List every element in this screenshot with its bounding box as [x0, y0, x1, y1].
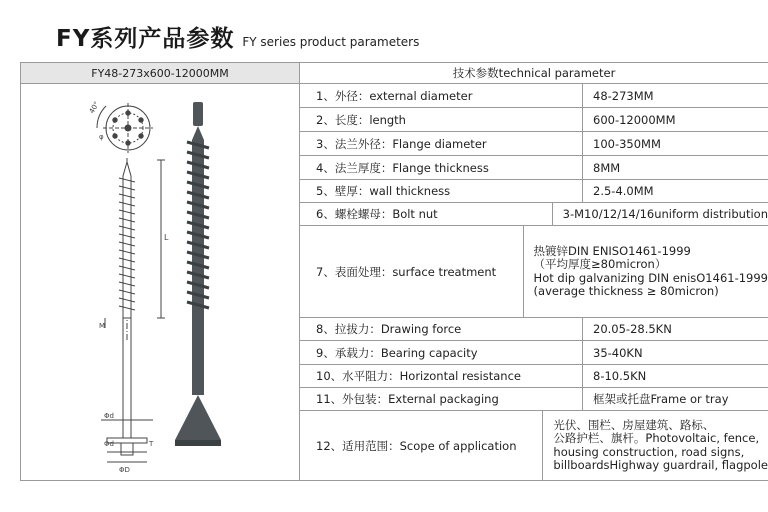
table-row	[300, 156, 768, 180]
model-header: FY48-273x600-12000MM	[20, 62, 300, 84]
param-key: 5、壁厚：wall thickness	[300, 180, 583, 202]
value-line: 公路护栏、旗杆。Photovoltaic, fence,	[553, 431, 760, 445]
param-value	[543, 411, 768, 480]
param-key: 9、承载力：Bearing capacity	[300, 341, 583, 364]
screw-product-render	[175, 102, 221, 446]
value-line: Hot dip galvanizing DIN enisO1461-1999	[533, 270, 768, 285]
d1-label: Φd	[104, 412, 114, 420]
table-row	[300, 180, 768, 203]
table-row	[300, 388, 768, 411]
table-row	[300, 365, 768, 388]
param-value: 3-M10/12/14/16uniform distribution	[562, 207, 768, 221]
page-title	[56, 20, 419, 53]
table-row	[300, 226, 768, 318]
flange-top-view	[97, 103, 153, 153]
table-row	[300, 411, 768, 481]
param-value: 8-10.5KN	[593, 369, 647, 383]
table-header: 技术参数technical parameter	[300, 62, 768, 84]
param-value: 2.5-4.0MM	[593, 184, 654, 198]
d2-label: Φd	[104, 440, 114, 448]
t-label: T	[149, 440, 154, 448]
param-value	[524, 226, 768, 317]
value-line: housing construction, road signs,	[553, 444, 745, 459]
param-key: 3、法兰外径：Flange diameter	[300, 132, 583, 155]
param-key: 10、水平阻力：Horizontal resistance	[300, 365, 583, 387]
ground-screw-drawing	[21, 84, 299, 480]
title-cn: FY系列产品参数	[56, 26, 235, 52]
param-key: 4、法兰厚度：Flange thickness	[300, 156, 583, 179]
param-key: 6、螺栓螺母：Bolt nut	[300, 203, 553, 225]
table-row	[300, 108, 768, 132]
value-line: （平均厚度≥80micron）	[533, 257, 667, 271]
param-value: 600-12000MM	[593, 112, 676, 127]
pcd-label: φ	[99, 133, 104, 141]
param-value: 8MM	[593, 160, 621, 175]
table-row	[300, 318, 768, 341]
title-en: FY series product parameters	[242, 35, 420, 49]
param-key: 1、外径：external diameter	[300, 84, 583, 107]
param-key: 11、外包装：External packaging	[300, 388, 583, 410]
value-line: (average thickness ≥ 80micron)	[533, 284, 719, 298]
param-key: 7、表面处理：surface treatment	[300, 226, 524, 317]
param-key: 8、拉拔力：Drawing force	[300, 318, 583, 340]
value-line: 光伏、围栏、房屋建筑、路标、	[553, 417, 715, 432]
param-value: 20.05-28.5KN	[593, 322, 672, 336]
param-value: 48-273MM	[593, 88, 654, 103]
param-value: 35-40KN	[593, 345, 643, 360]
param-value: 100-350MM	[593, 136, 661, 151]
param-key: 12、适用范围：Scope of application	[300, 411, 543, 480]
table-row	[300, 203, 768, 226]
m-label: M	[99, 322, 106, 330]
flange-dia-label: ΦD	[119, 466, 130, 474]
drawing-panel	[20, 84, 300, 481]
table-row	[300, 84, 768, 108]
angle-label: 40°	[87, 100, 101, 115]
table-row	[300, 132, 768, 156]
length-label: L	[164, 233, 169, 242]
value-line: billboardsHighway guardrail, flagpole	[553, 458, 768, 472]
param-key: 2、长度：length	[300, 108, 583, 131]
table-row	[300, 341, 768, 365]
value-line: 热镀锌DIN ENISO1461-1999	[533, 243, 691, 258]
param-value: 框架或托盘Frame or tray	[593, 392, 729, 406]
